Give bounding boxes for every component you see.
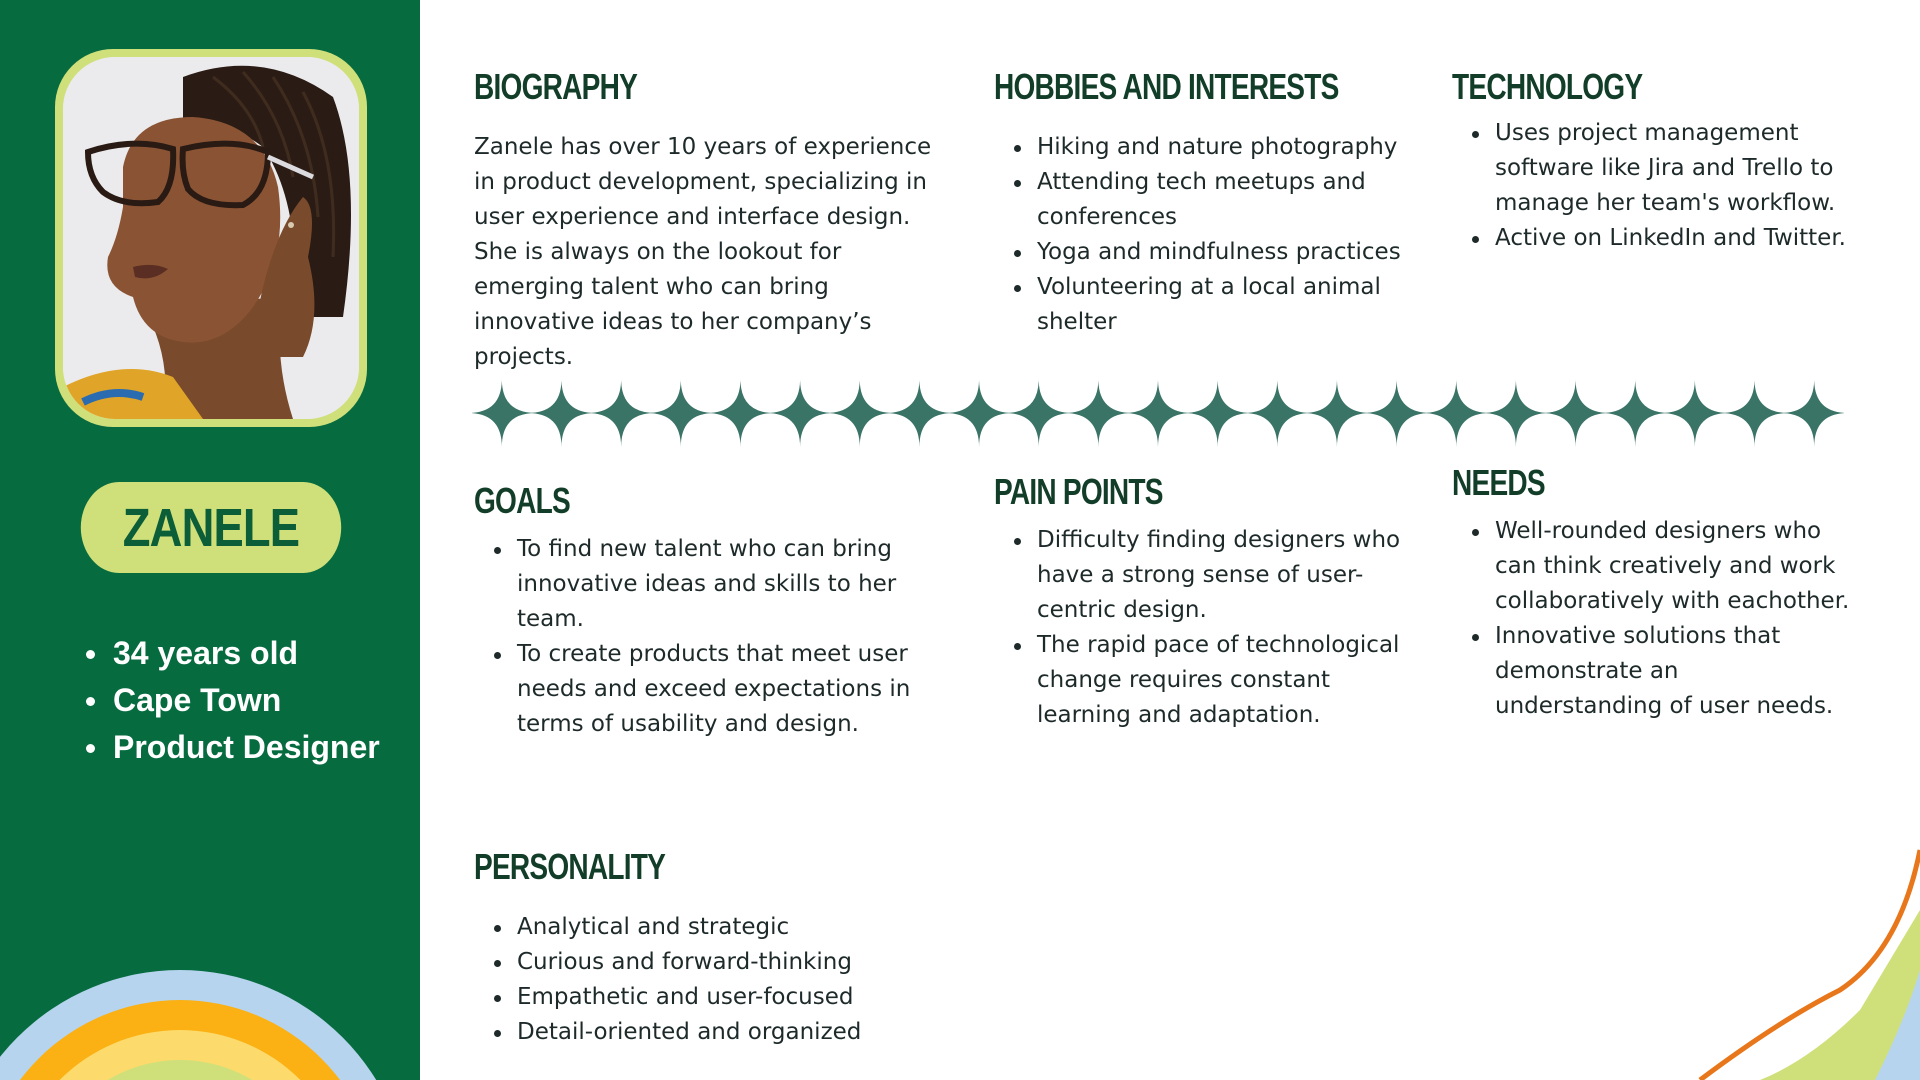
four-point-star-icon: [1422, 379, 1490, 447]
pain-points-list: [994, 523, 1414, 733]
list-item: Difficulty finding designers who have a strong sense of user-centric design.: [994, 523, 1414, 628]
personality-heading: PERSONALITY: [474, 846, 666, 887]
persona-photo: [63, 57, 359, 419]
star-divider: [472, 378, 1844, 448]
four-point-star-icon: [1780, 379, 1844, 447]
four-point-star-icon: [1124, 379, 1192, 447]
personality-list: [474, 910, 954, 1050]
personality-section: [474, 846, 954, 1050]
four-point-star-icon: [1542, 379, 1610, 447]
wave-decoration: [1660, 820, 1920, 1080]
needs-section: [1452, 462, 1852, 724]
list-item: Analytical and strategic: [474, 910, 954, 945]
list-item: To find new talent who can bring innovative ideas and skills to her team.: [474, 532, 954, 637]
goals-heading: GOALS: [474, 480, 570, 521]
technology-list: [1452, 116, 1852, 256]
four-point-star-icon: [1005, 379, 1073, 447]
persona-name: ZANELE: [81, 482, 341, 573]
four-point-star-icon: [1184, 379, 1252, 447]
biography-text: Zanele has over 10 years of experience in product development, specializing in user experience and interface design. She is always on the lookout for emerging talent who can bring innovative ideas to her company’s projects.: [474, 134, 932, 370]
four-point-star-icon: [1243, 379, 1311, 447]
list-item: Innovative solutions that demonstrate an understanding of user needs.: [1452, 619, 1852, 724]
fact-location: Cape Town: [83, 677, 380, 724]
needs-list: [1452, 514, 1852, 724]
hobbies-heading: HOBBIES AND INTERESTS: [994, 66, 1339, 107]
goals-list: [474, 532, 954, 742]
four-point-star-icon: [1721, 379, 1789, 447]
portrait-image: [63, 57, 359, 419]
four-point-star-icon: [1601, 379, 1669, 447]
four-point-star-icon: [472, 379, 536, 447]
technology-heading: TECHNOLOGY: [1452, 66, 1643, 107]
biography-section: [474, 66, 954, 375]
four-point-star-icon: [706, 379, 774, 447]
four-point-star-icon: [826, 379, 894, 447]
four-point-star-icon: [766, 379, 834, 447]
four-point-star-icon: [1482, 379, 1550, 447]
four-point-star-icon: [1363, 379, 1431, 447]
four-point-star-icon: [1661, 379, 1729, 447]
goals-section: [474, 480, 954, 742]
hobbies-list: [994, 130, 1414, 340]
persona-photo-frame: [55, 49, 367, 427]
list-item: To create products that meet user needs and exceed expectations in terms of usability and design.: [474, 637, 954, 742]
rainbow-decoration: [0, 930, 420, 1080]
list-item: Curious and forward-thinking: [474, 945, 954, 980]
list-item: Well-rounded designers who can think creatively and work collaboratively with eachother.: [1452, 514, 1852, 619]
list-item: The rapid pace of technological change requires constant learning and adaptation.: [994, 628, 1414, 733]
list-item: Active on LinkedIn and Twitter.: [1452, 221, 1852, 256]
pain-points-section: [994, 471, 1414, 733]
four-point-star-icon: [945, 379, 1013, 447]
needs-heading: NEEDS: [1452, 462, 1545, 503]
list-item: Empathetic and user-focused: [474, 980, 954, 1015]
list-item: Volunteering at a local animal shelter: [994, 270, 1414, 340]
list-item: Yoga and mindfulness practices: [994, 235, 1414, 270]
four-point-star-icon: [587, 379, 655, 447]
pain-points-heading: PAIN POINTS: [994, 471, 1163, 512]
list-item: Attending tech meetups and conferences: [994, 165, 1414, 235]
biography-heading: BIOGRAPHY: [474, 66, 638, 107]
four-point-star-icon: [1064, 379, 1132, 447]
persona-facts: [83, 630, 380, 771]
fact-occupation: Product Designer: [83, 724, 380, 771]
four-point-star-icon: [885, 379, 953, 447]
persona-sidebar: [0, 0, 420, 1080]
four-point-star-icon: [527, 379, 595, 447]
hobbies-section: [994, 66, 1414, 340]
list-item: Uses project management software like Jira and Trello to manage her team's workflow.: [1452, 116, 1852, 221]
four-point-star-icon: [647, 379, 715, 447]
four-point-star-icon: [1303, 379, 1371, 447]
list-item: Hiking and nature photography: [994, 130, 1414, 165]
technology-section: [1452, 66, 1852, 256]
list-item: Detail-oriented and organized: [474, 1015, 954, 1050]
fact-age: 34 years old: [83, 630, 380, 677]
